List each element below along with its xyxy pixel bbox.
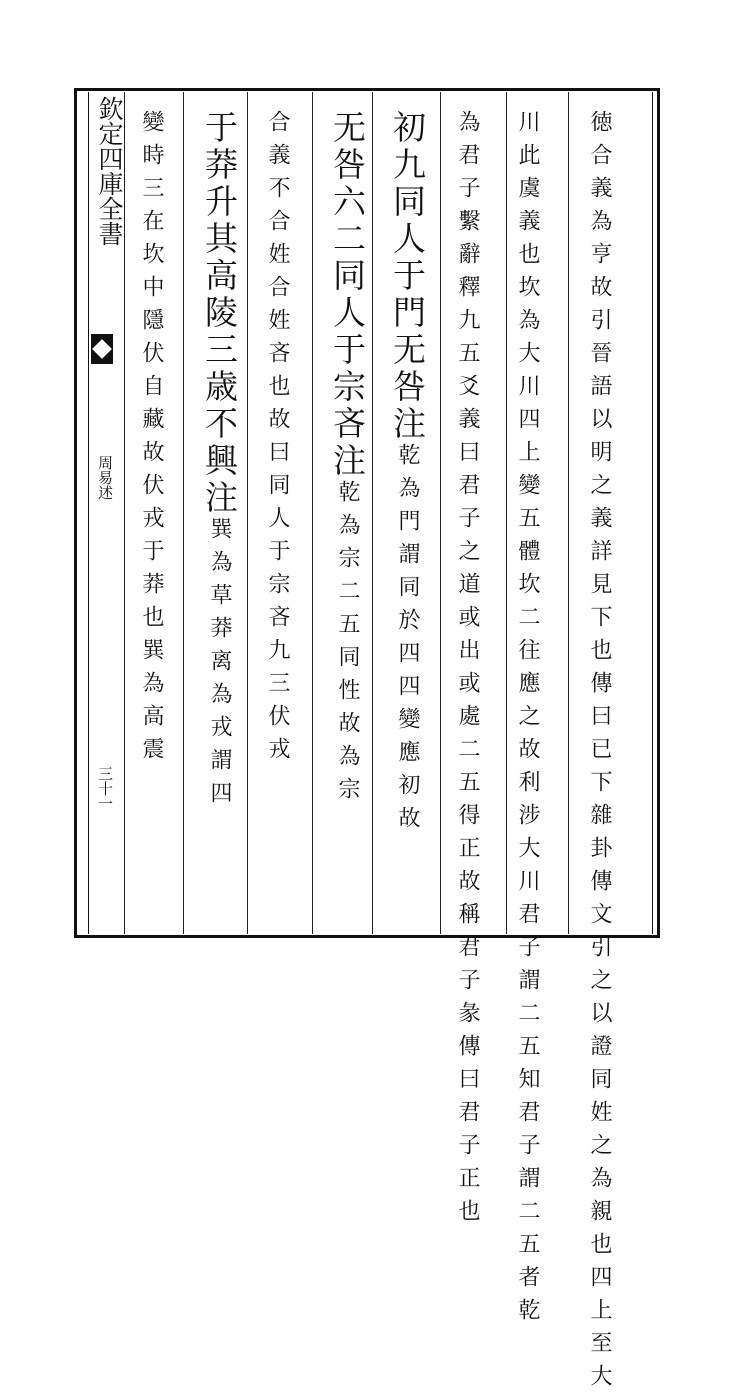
column-rule <box>312 92 313 934</box>
book-title: 欽定四庫全書 <box>95 96 124 246</box>
column-rule <box>247 92 248 934</box>
commentary-text: 乾為門謂同於四四變應初故 <box>395 443 420 839</box>
text-column-6 <box>262 110 292 920</box>
classic-text: 初九同人于門无咎注 <box>388 110 427 443</box>
page-number: 三十一 <box>96 766 114 811</box>
text-column-5 <box>324 110 371 920</box>
chapter-title: 周易述 <box>96 455 114 500</box>
commentary-text: 徳合義為亨故引晉語以明之義詳見下也傳曰已下雜卦傳文引之以證同姓之為親也四上至大 <box>587 110 612 1397</box>
commentary-text: 為君子繫辭釋九五爻義曰君子之道或出或處二五得正故稱君子彖傳曰君子正也 <box>455 110 480 1232</box>
column-rule <box>124 92 125 934</box>
commentary-text: 巽為草莽离為戎謂四 <box>207 517 232 814</box>
text-column-4 <box>384 110 431 920</box>
column-rule <box>183 92 184 934</box>
classic-text: 于莽升其高陵三歳不興注 <box>200 110 239 517</box>
text-column-8 <box>136 110 166 920</box>
text-column-3 <box>452 110 482 1232</box>
classic-text: 无咎六二同人于宗吝注 <box>328 110 367 480</box>
text-column-7 <box>196 110 243 920</box>
text-column-1 <box>584 110 614 1397</box>
commentary-text: 川此虞義也坎為大川四上變五體坎二往應之故利涉大川君子謂二五知君子謂二五者乾 <box>515 110 540 1331</box>
text-column-2 <box>512 110 542 1331</box>
fishtail-mark-icon <box>91 334 113 364</box>
commentary-text: 合義不合姓合姓吝也故曰同人于宗吝九三伏戎 <box>265 110 290 770</box>
column-rule <box>372 92 373 934</box>
column-rule <box>440 92 441 934</box>
column-rule <box>568 92 569 934</box>
commentary-text: 乾為宗二五同性故為宗 <box>335 480 360 810</box>
commentary-text: 變時三在坎中隱伏自藏故伏戎于莽也巽為高震 <box>139 110 164 770</box>
column-rule <box>506 92 507 934</box>
